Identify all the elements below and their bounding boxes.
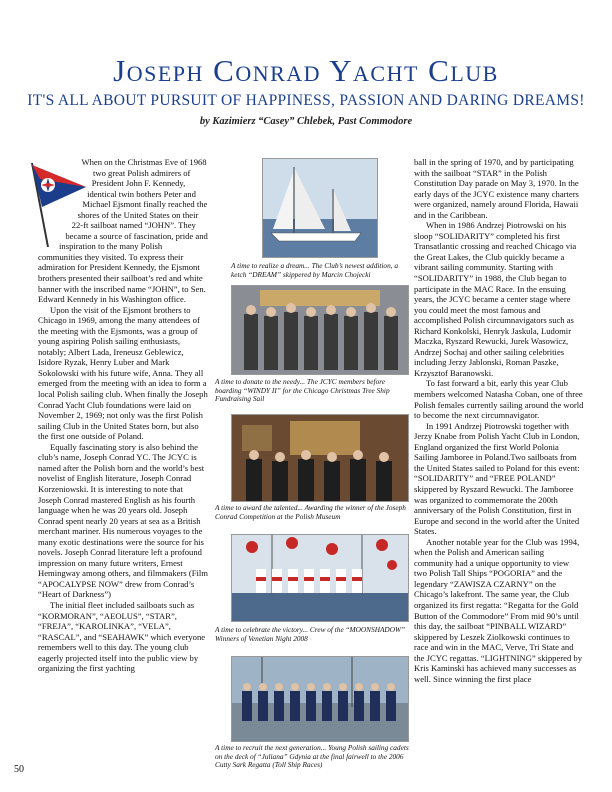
right-paragraph-3: To fast forward a bit, early this year Club members welcomed Natasha Coban, one of three Polish females currently sailing around the world to become the next circumnavigator. [414, 378, 584, 421]
right-paragraph-5: Another notable year for the Club was 1994, when the Polish and American sailing community had a unique opportunity to view two Polish Tall Ships “POGORIA” and the legendary “ZAWISZA CZARNY” on the Chicago’s lakefront. The same year, the Club organized its first regatta: “Regatta for the Gold Button of the Commodore” From mid 90’s until this day, the sailboat “PINBALL WIZARD” skippered by Leszek Ziolkowski continues to race and win in the MAC, Verve, Tri State and the JCYC regattas. “LIGHTNING” skippered by Kris Kaminski has achieved many successes as well. Since winning the first place [414, 536, 583, 684]
left-column [38, 157, 208, 674]
photo-award-museum [231, 414, 409, 502]
right-paragraph-4: In 1991 Andrzej Piotrowski together with Jerzy Knabe from Polish Yacht Club in London, England organized the first World Polonia Sailing Jamboree in Poland.Two sailboats from the United States sailed to Poland for this event: “SOLIDARITY” and “FREE POLAND” skippered by Ryszard Rewucki. The Jamboree was organized to commemorate the 200th anniversary of the Polish Constitution, first in Europe and second in the world after the United States. [414, 420, 580, 537]
right-paragraph-1: ball in the spring of 1970, and by participating with the sailboat “STAR” in the Polish Constitution Day parade on May 3, 1970. In the early days of the JCYC existence many charters were organized, namely around Florida, Hawaii and in the Caribbean. [414, 157, 579, 220]
left-paragraph-2: Upon the visit of the Ejsmont brothers to Chicago in 1969, among the many attendees of the meeting with the Ejsmonts, was a group of young aspiring Polish sailing enthusiasts, notably; Albert Lada, Ireneusz Geblewicz, Isidore Ryzak, Henry Luber and Mark Sokolowski with his future wife, Anna. They all emerged from the meeting with an idea to form a local Polish sailing club. When finally the Joseph Conrad Yacht Club foundations were laid on November 2, 1969; not only was the first Polish sailing Club in the United States born, but also the first one outside of Poland. [38, 304, 208, 442]
article-byline: by Kazimierz “Casey” Chlebek, Past Commodore [199, 116, 413, 127]
photo-caption-3: A time to award the talented... Awarding the winner of the Joseph Conrad Competition at the Polish Museum [215, 503, 406, 521]
photo-caption-4: A time to celebrate the victory... Crew of the “MOONSHADOW” Winners of Venetian Night 2008 [215, 625, 406, 643]
left-paragraph-4: The initial fleet included sailboats such as “KORMORAN”, “AEOLUS”, “STAR”, “FREJA”, “KAROLINKA”, “VELA”, “RASCAL”, and “SEAHAWK” which everyone remembers well to this day. The young club eagerly projected itself into the public view by organizing the first yachting [38, 599, 206, 674]
left-paragraph-1: When on the Christmas Eve of 1968 two great Polish admirers of President John F. Kennedy, identical twin bothers Peter and Michael Ejsmont finally reached the shores of the United States on their 22-ft sailboat named “JOHN”. They became a source of fascination, pride and inspiration to the many Polish communities they visited. To express their admiration for President Kennedy, the Ejsmont brothers presented their sailboat’s red and white banner with the inscribed name “JOHN”, to Sen. Edward Kennedy in his Washington office. [38, 157, 208, 305]
photo-cadets-juliana [231, 656, 409, 742]
photo-moonshadow-crew [231, 534, 409, 622]
left-paragraph-3: Equally fascinating story is also behind the club’s name, Joseph Conrad YC. The JCYC is named after the Polish born and the world’s best novelist of English literature, Joseph Conrad Korzeniowski. It is interesting to note that Joseph Conrad mastered English as his fourth language when he was 20 years old. Joseph Conrad spent nearly 20 years at sea as a British merchant mariner. His numerous voyages to the many exotic destinations were the source for his novels. Joseph Conrad literature left a profound impression on many future writers, Ernest Hemingway among others, and filmmakers (Film “APOCALYPSE NOW” drew from Conrad’s “Heart of Darkness”) [38, 441, 208, 600]
page-number: 50 [14, 764, 24, 775]
photo-caption-1: A time to realize a dream... The Club’s newest addition, a ketch “DREAM” skippered by Marcin Chojecki [231, 261, 399, 279]
article-subtitle: IT'S ALL ABOUT PURSUIT OF HAPPINESS, PASSION AND DARING DREAMS! [27, 92, 585, 109]
photo-ketch-dream [262, 158, 378, 258]
right-column [414, 157, 584, 684]
photo-caption-2: A time to donate to the needy... The JCYC members before boarding “WINDY II” for the Chicago Christmas Tree Ship Fundraising Sail [215, 377, 390, 404]
photo-christmas-ship-group [231, 285, 409, 375]
photo-caption-5: A time to recruit the next generation... Young Polish sailing cadets on the deck of “Juliana” Gdynia at the final fairwell to the 2006 Cutty Sark Regatta (Toll Ship Races) [215, 743, 409, 770]
right-paragraph-2: When in 1986 Andrzej Piotrowski on his sloop “SOLIDARITY” completed his first Transatlantic crossing and reached Chicago via the Great Lakes, the Club quickly became a vibrant sailing community. Starting with “SOLIDARITY” in 1988, the Club began to participate in the MAC Race. In the ensuing years, the JCYC became a center stage where you could meet the most famous and accomplished Polish circumnavigators such as Richard Konkolski, Henryk Jaskula, Ludomir Maczka, Ryszard Rewucki, Jurek Wasowicz, Andrzej Sochaj and other sailing celebrities including Jerzy Jablonski, Roman Paszke, Krzysztof Baranowski. [414, 220, 577, 378]
article-title: Joseph Conrad Yacht Club [113, 53, 499, 88]
